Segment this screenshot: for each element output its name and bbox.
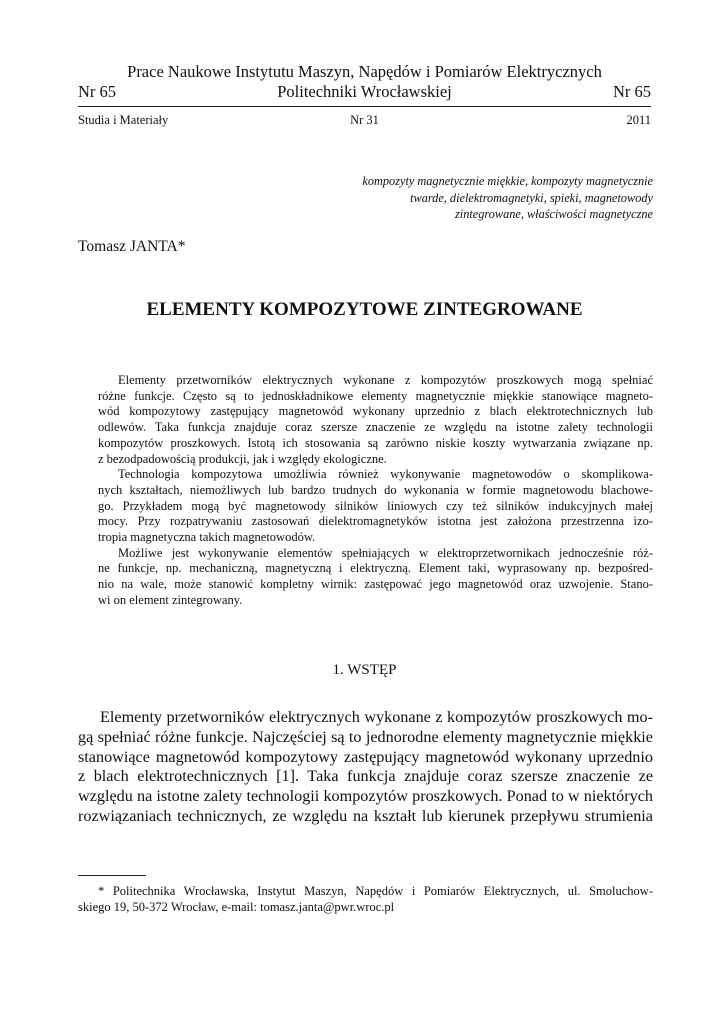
- author: Tomasz JANTA*: [78, 238, 186, 255]
- body-line: stanowiące magnetowód kompozytowy zastępujący magnetowód wykonany uprzednio: [78, 747, 653, 766]
- abstract-line: różne funkcje. Często są to jednoskładnikowe elementy magnetycznie miękkie stanowiące magneto-: [98, 388, 653, 403]
- body-line: względu na istotne zalety technologii kompozytów proszkowych. Ponad to w niektórych: [78, 787, 653, 806]
- body-line: Elementy przetworników elektrycznych wykonane z kompozytów proszkowych mo-: [100, 708, 653, 726]
- abstract-line: Technologia kompozytowa umożliwia również wykonywanie magnetowodów o skomplikowa-: [118, 467, 653, 482]
- footnote: [78, 883, 653, 915]
- abstract-line: nych kształtach, niemożliwych lub bardzo trudnych do wykonania w formie magnetowodu blachowe-: [98, 482, 653, 497]
- abstract-line: go. Przykładem mogą być magnetowody silników liniowych czy też silników indukcyjnych małej: [98, 498, 653, 513]
- abstract-line: odlewów. Taka funkcja znajduje coraz szersze znaczenie ze względu na istotne zalety technologii: [98, 420, 653, 435]
- body-line: rozwiązaniach technicznych, ze względu na kształt lub kierunek przepływu strumienia: [78, 806, 653, 825]
- footnote-divider: [78, 875, 146, 876]
- journal-institution: Politechniki Wrocławskiej: [277, 82, 452, 101]
- journal-title: Prace Naukowe Instytutu Maszyn, Napędów i Pomiarów Elektrycznych: [127, 62, 602, 81]
- series-number: Nr 31: [350, 113, 379, 127]
- keyword-line: kompozyty magnetycznie miękkie, kompozyty magnetycznie: [362, 174, 653, 188]
- abstract-line: z bezodpadowością produkcji, jak i względy ekologiczne.: [98, 451, 387, 466]
- issue-number-left: Nr 65: [78, 82, 117, 101]
- journal-header-row: [78, 82, 651, 102]
- section-heading: 1. WSTĘP: [332, 662, 397, 678]
- keywords: [300, 173, 653, 223]
- header-divider: [78, 106, 651, 107]
- body-line: z blach elektrotechnicznych [1]. Taka funkcja znajduje coraz szersze znaczenie ze: [78, 767, 653, 786]
- abstract-line: ne funkcje, np. mechaniczną, magnetyczną i elektryczną. Element taki, wyprasowany np. bezpośred-: [98, 561, 653, 576]
- publication-year: 2011: [626, 113, 651, 127]
- paper-title: ELEMENTY KOMPOZYTOWE ZINTEGROWANE: [146, 299, 583, 320]
- footnote-line: skiego 19, 50-372 Wrocław, e-mail: tomasz.janta@pwr.wroc.pl: [78, 900, 395, 914]
- abstract-line: Możliwe jest wykonywanie elementów spełniających w elektroprzetwornikach jednocześnie róż-: [118, 545, 653, 560]
- abstract-line: wód kompozytowy zastępujący magnetowód wykonany uprzednio z blach elektrotechnicznych lub: [98, 404, 653, 419]
- abstract-line: Elementy przetworników elektrycznych wykonane z kompozytów proszkowych mogą spełniać: [118, 373, 653, 387]
- series-row: [78, 112, 651, 128]
- abstract-line: mocy. Przy rozpatrywaniu zastosowań dielektromagnetyków istotna jest założona przestrzenna izo-: [98, 514, 653, 529]
- abstract-line: nio na wale, może stanowić kompletny wirnik: zastępować jego magnetowód oraz uzwojenie. Stano-: [98, 577, 653, 592]
- keyword-line: zintegrowane, właściwości magnetyczne: [455, 207, 653, 221]
- abstract: [98, 373, 653, 609]
- series-name: Studia i Materiały: [78, 113, 169, 127]
- body-line: gą spełniać różne funkcje. Najczęściej są to jednorodne elementy magnetycznie miękkie: [78, 727, 653, 746]
- abstract-line: wi on element zintegrowany.: [98, 592, 243, 607]
- footnote-line: * Politechnika Wrocławska, Instytut Maszyn, Napędów i Pomiarów Elektrycznych, ul. Smoluchow-: [98, 884, 653, 898]
- issue-number-right: Nr 65: [612, 82, 651, 101]
- abstract-line: tropia magnetyczna takich magnetowodów.: [98, 530, 316, 545]
- body-text: [78, 708, 653, 827]
- keyword-line: twarde, dielektromagnetyki, spieki, magnetowody: [410, 190, 653, 205]
- abstract-line: kompozytów proszkowych. Istotą ich stosowania są zarówno niskie koszty wytwarzania związane np.: [98, 435, 653, 450]
